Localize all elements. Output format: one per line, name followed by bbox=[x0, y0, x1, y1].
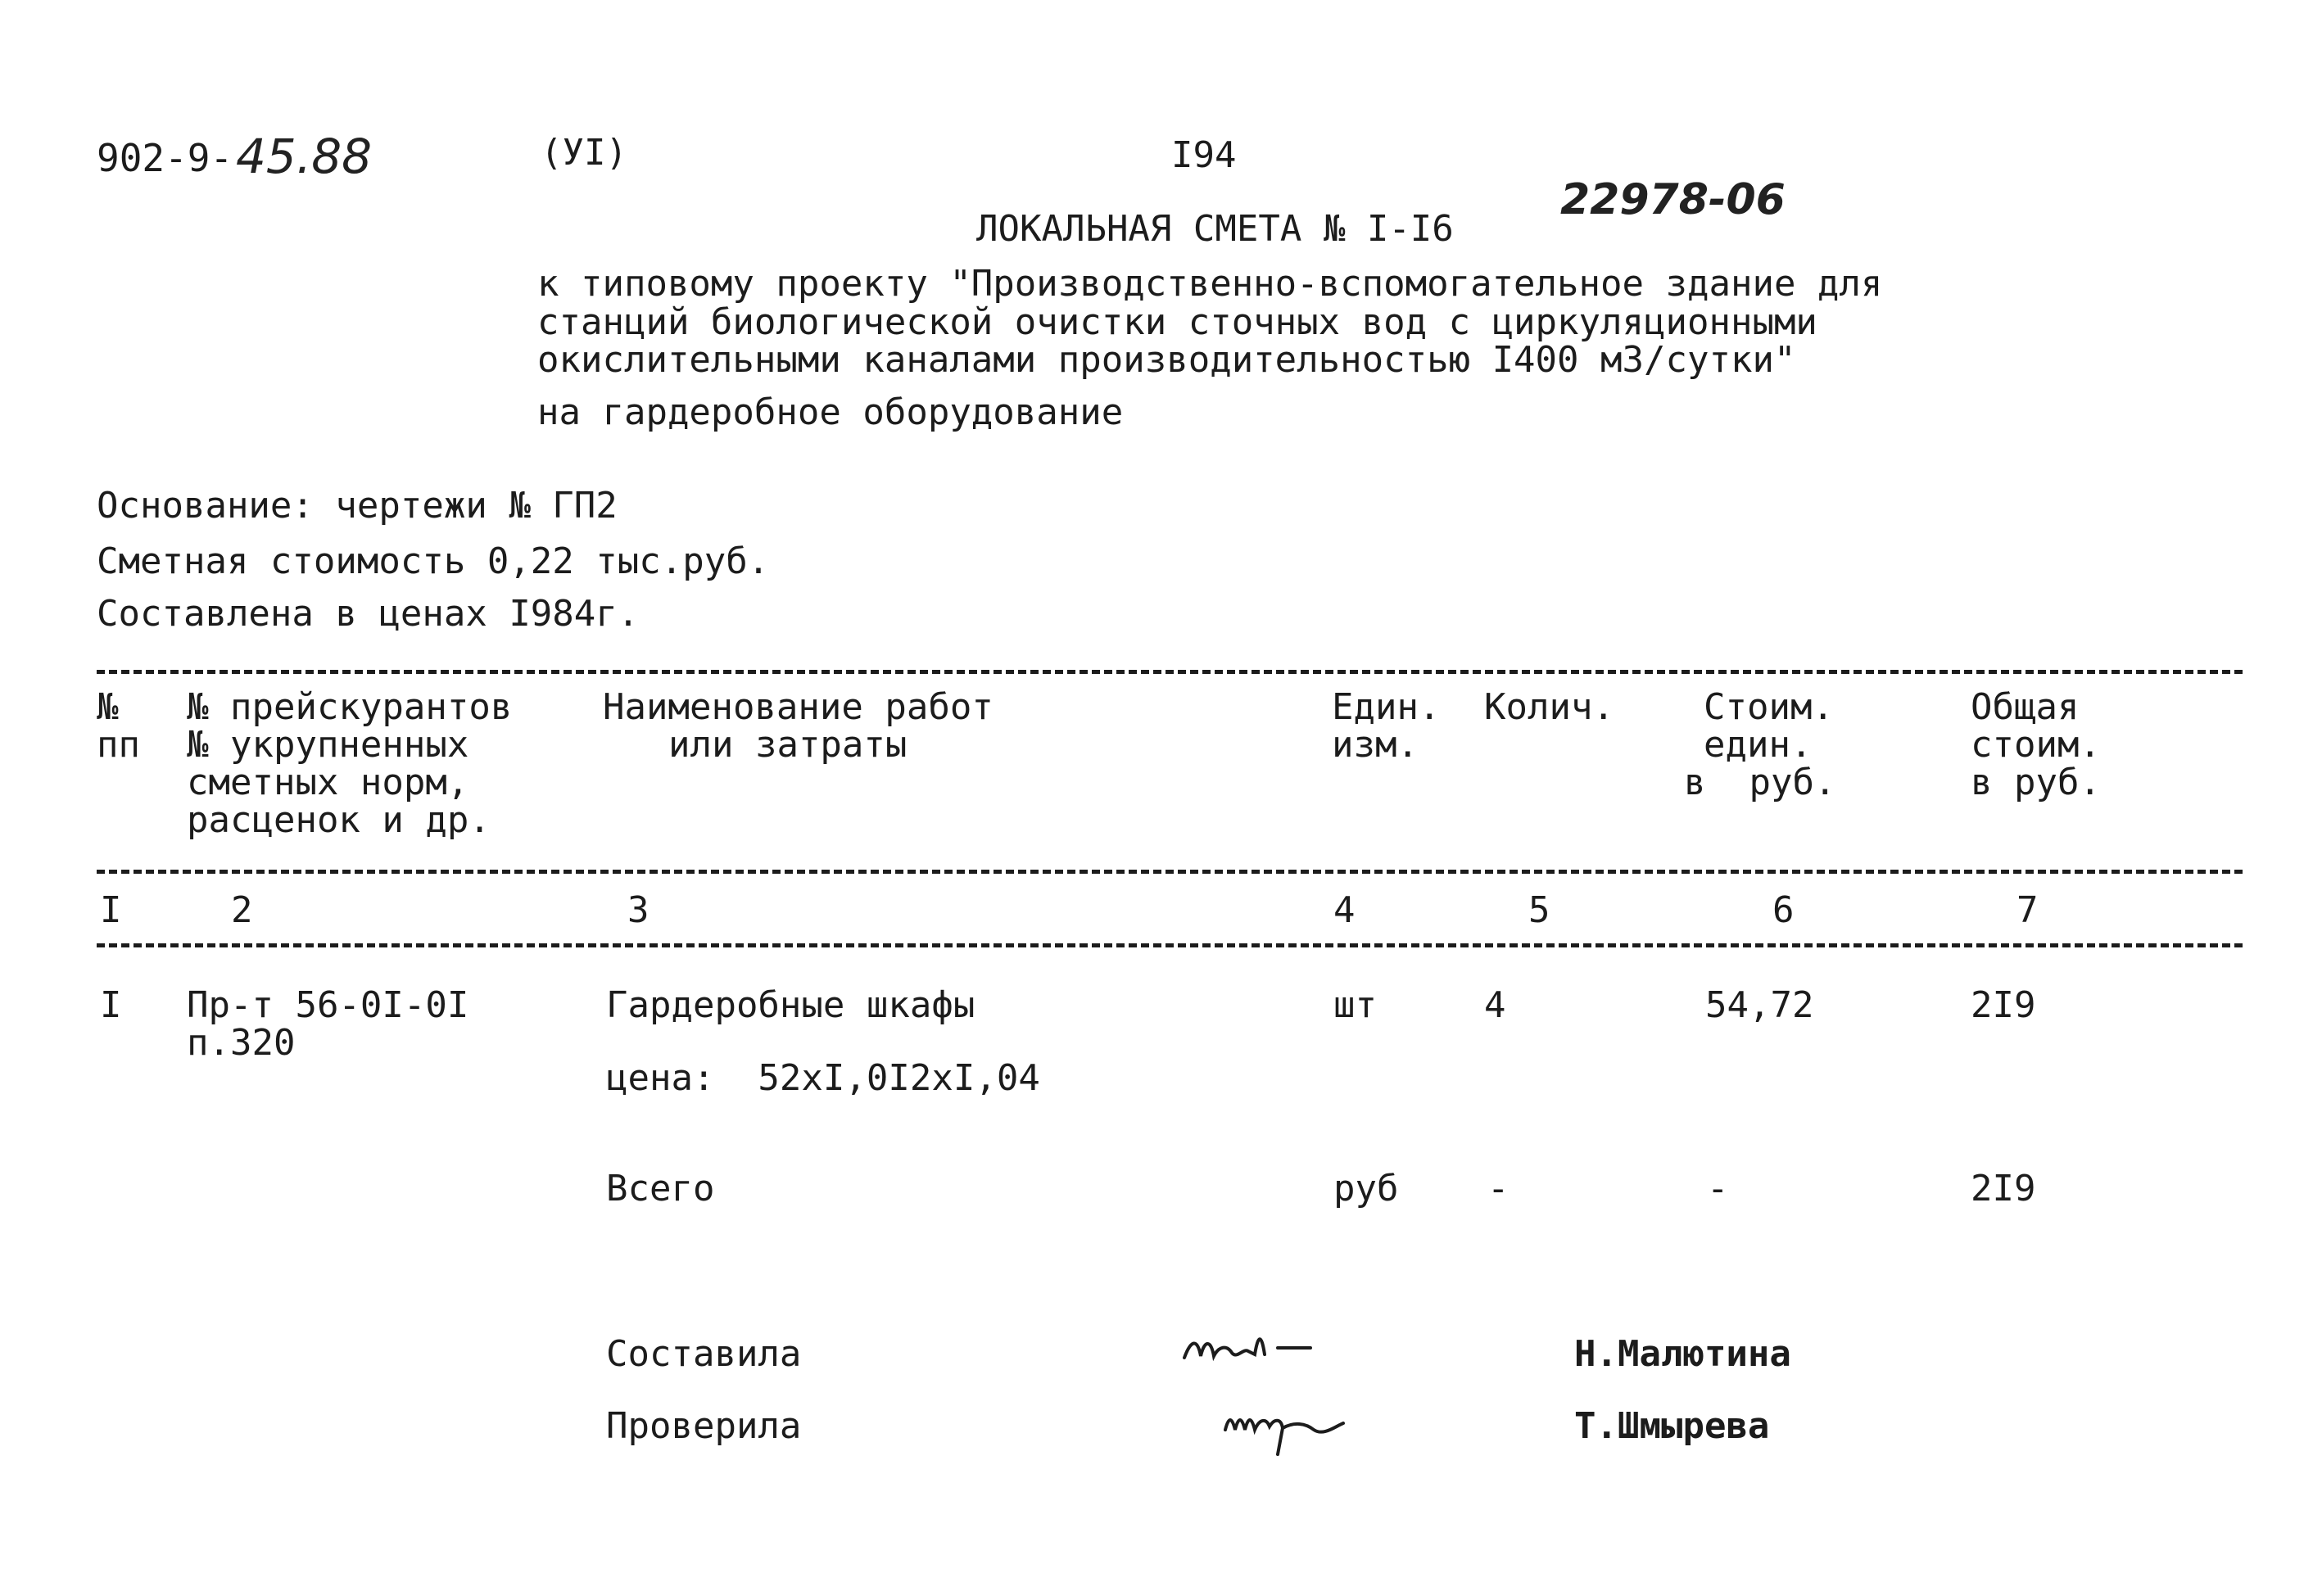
header-col6-l1: Стоим. bbox=[1704, 686, 1834, 728]
compiled-by-label: Составила bbox=[606, 1333, 802, 1375]
column-number: 3 bbox=[627, 889, 650, 931]
row-reference: Пр-т 56-0I-0I bbox=[187, 984, 469, 1026]
column-number: 4 bbox=[1333, 889, 1356, 931]
page-number: I94 bbox=[1171, 134, 1237, 176]
row-reference-clause: п.320 bbox=[187, 1022, 296, 1064]
doc-code-handwritten: 45.88 bbox=[236, 129, 373, 184]
checked-by-name: Т.Шмырева bbox=[1574, 1405, 1770, 1447]
checked-signature bbox=[1220, 1394, 1376, 1459]
row-total: 2I9 bbox=[1971, 984, 2036, 1026]
header-col3-l2: или затраты bbox=[668, 724, 908, 766]
basis-drawings: Основание: чертежи № ГП2 bbox=[97, 485, 618, 527]
compiled-signature bbox=[1179, 1323, 1343, 1372]
row-item-name: Гардеробные шкафы bbox=[606, 984, 975, 1026]
estimate-subject: на гардеробное оборудование bbox=[537, 391, 1124, 433]
checked-by-label: Проверила bbox=[606, 1405, 802, 1447]
row-unit: шт bbox=[1333, 984, 1377, 1026]
volume-label: (УI) bbox=[541, 132, 627, 174]
compiled-by-name: Н.Малютина bbox=[1574, 1333, 1791, 1375]
header-col2-l2: № укрупненных bbox=[187, 724, 469, 766]
estimate-title: ЛОКАЛЬНАЯ СМЕТА № I-I6 bbox=[976, 208, 1454, 250]
title-line-3: окислительными каналами производительностью I400 м3/сутки" bbox=[537, 339, 1796, 381]
header-col4-l1: Един. bbox=[1332, 686, 1441, 728]
column-number: 5 bbox=[1528, 889, 1550, 931]
price-level: Составлена в ценах I984г. bbox=[97, 593, 640, 635]
header-col3-l1: Наименование работ bbox=[603, 686, 994, 728]
doc-code: 902-9- bbox=[97, 136, 233, 180]
table-header-rule bbox=[97, 870, 2243, 874]
header-col4-l2: изм. bbox=[1332, 724, 1419, 766]
price-calculation: цена: 52хI,0I2хI,04 bbox=[606, 1057, 1040, 1099]
header-col7-l3: в руб. bbox=[1971, 762, 2101, 803]
title-line-1: к типовому проекту "Производственно-вспомогательное здание для bbox=[537, 263, 1883, 305]
table-top-rule bbox=[97, 670, 2243, 674]
header-col6-l2: един. bbox=[1704, 724, 1813, 766]
total-unit-price: - bbox=[1707, 1168, 1729, 1209]
column-number: 6 bbox=[1772, 889, 1795, 931]
header-col5-l1: Колич. bbox=[1484, 686, 1614, 728]
inventory-stamp: 22978-06 bbox=[1560, 175, 1786, 224]
header-col1-l1: № bbox=[97, 686, 119, 728]
header-col7-l1: Общая bbox=[1971, 686, 2080, 728]
total-label: Всего bbox=[606, 1168, 715, 1209]
column-number: 7 bbox=[2016, 889, 2039, 931]
header-col6-l3: в руб. bbox=[1684, 762, 1836, 803]
total-quantity: - bbox=[1487, 1168, 1510, 1209]
header-col7-l2: стоим. bbox=[1971, 724, 2101, 766]
total-sum: 2I9 bbox=[1971, 1168, 2036, 1209]
header-col1-l2: пп bbox=[97, 724, 140, 766]
row-quantity: 4 bbox=[1484, 984, 1506, 1026]
title-line-2: станций биологической очистки сточных вод с циркуляционными bbox=[537, 301, 1817, 343]
column-number: 2 bbox=[231, 889, 253, 931]
total-unit: руб bbox=[1333, 1168, 1399, 1209]
column-number-rule bbox=[97, 943, 2243, 947]
row-number: I bbox=[100, 984, 122, 1026]
row-unit-price: 54,72 bbox=[1705, 984, 1814, 1026]
header-col2-l3: сметных норм, bbox=[187, 762, 469, 803]
column-number: I bbox=[100, 889, 122, 931]
header-col2-l4: расценок и др. bbox=[187, 799, 491, 841]
header-col2-l1: № прейскурантов bbox=[187, 686, 513, 728]
estimated-cost: Сметная стоимость 0,22 тыс.руб. bbox=[97, 540, 770, 582]
